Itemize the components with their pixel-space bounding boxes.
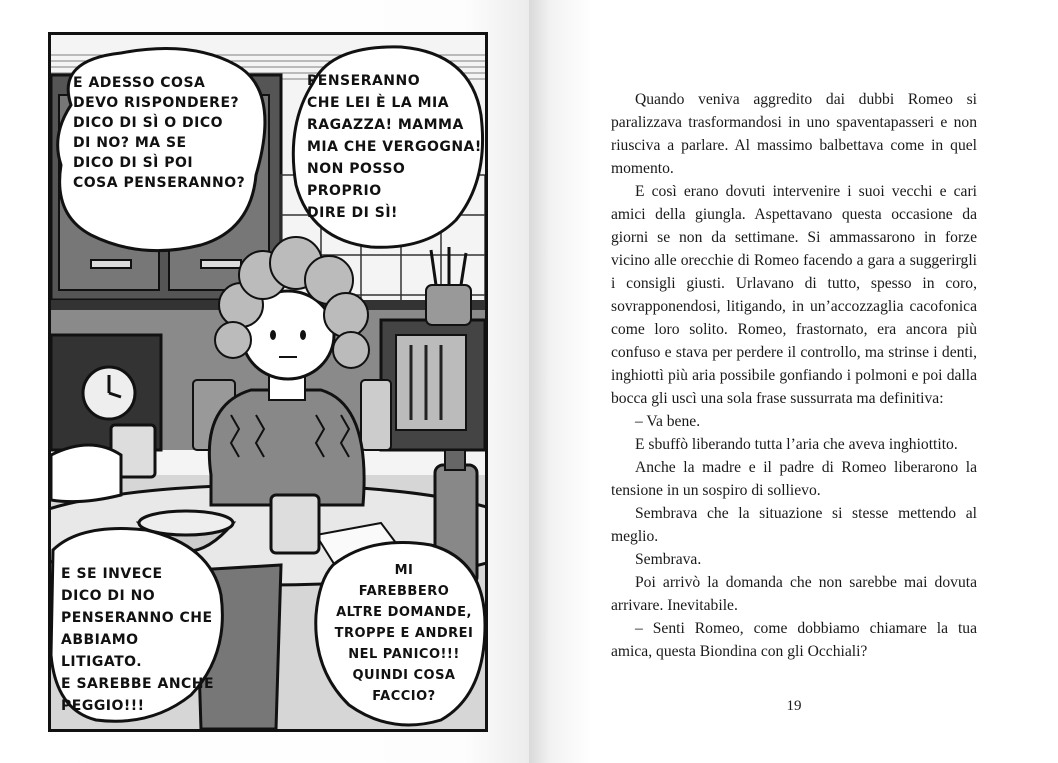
chapter-text: [611, 88, 977, 663]
paragraph: Sembrava.: [635, 551, 702, 568]
speech-bubble-1: E ADESSO COSA DEVO RISPONDERE? DICO DI SÌ O DICO DI NO? MA SE DICO DI SÌ POI COSA PENSERANNO?: [73, 75, 246, 191]
speech-bubble-2: PENSERANNO CHE LEI È LA MIA RAGAZZA! MAMMA MIA CHE VERGOGNA! NON POSSO PROPRIO DIRE DI SÌ!: [307, 73, 482, 221]
paragraph: E sbuffò liberando tutta l’aria che aveva inghiottito.: [635, 436, 958, 453]
speech-bubble-4: MI FAREBBERO ALTRE DOMANDE, TROPPE E ANDREI NEL PANICO!!! QUINDI COSA FACCIO?: [334, 563, 474, 704]
paragraph: Poi arrivò la domanda che non sarebbe mai dovuta arrivare. Inevitabile.: [611, 574, 977, 614]
paragraph: Quando veniva aggredito dai dubbi Romeo si paralizzava trasformandosi in uno spaventapasseri e non riusciva a parlare. Al massimo balbettava come in quel momento.: [611, 91, 977, 177]
paragraph: – Senti Romeo, come dobbiamo chiamare la tua amica, questa Biondina con gli Occhiali?: [611, 620, 977, 660]
paragraph: E così erano dovuti intervenire i suoi vecchi e cari amici della giungla. Aspettavano questa occasione da giorni se non da settimane. Si ammassarono in forze vicino alle orecchie di Romeo facendo a gara a suggerirgli i consigli giusti. Urlavano di tutto, spesso in coro, sovrapponendosi, litigando, in un’accozzaglia cacofonica come loro solito. Romeo, frastornato, era ancora più confuso e stava per perdere il controllo, ma strinse i denti, inghiottì più aria possibile gonfiando i polmoni e poi dalla bocca gli uscì una sola frase sussurrata ma definitiva:: [611, 183, 977, 407]
comic-panel: [48, 32, 488, 732]
paragraph: – Va bene.: [635, 413, 701, 430]
paragraph: Sembrava che la situazione si stesse mettendo al meglio.: [611, 505, 977, 545]
speech-bubble-3: E SE INVECE DICO DI NO PENSERANNO CHE ABBIAMO LITIGATO. E SAREBBE ANCHE PEGGIO!!!: [61, 566, 215, 714]
page-number: 19: [786, 698, 802, 714]
paragraph: Anche la madre e il padre di Romeo liberarono la tensione in un sospiro di sollievo.: [611, 459, 977, 499]
